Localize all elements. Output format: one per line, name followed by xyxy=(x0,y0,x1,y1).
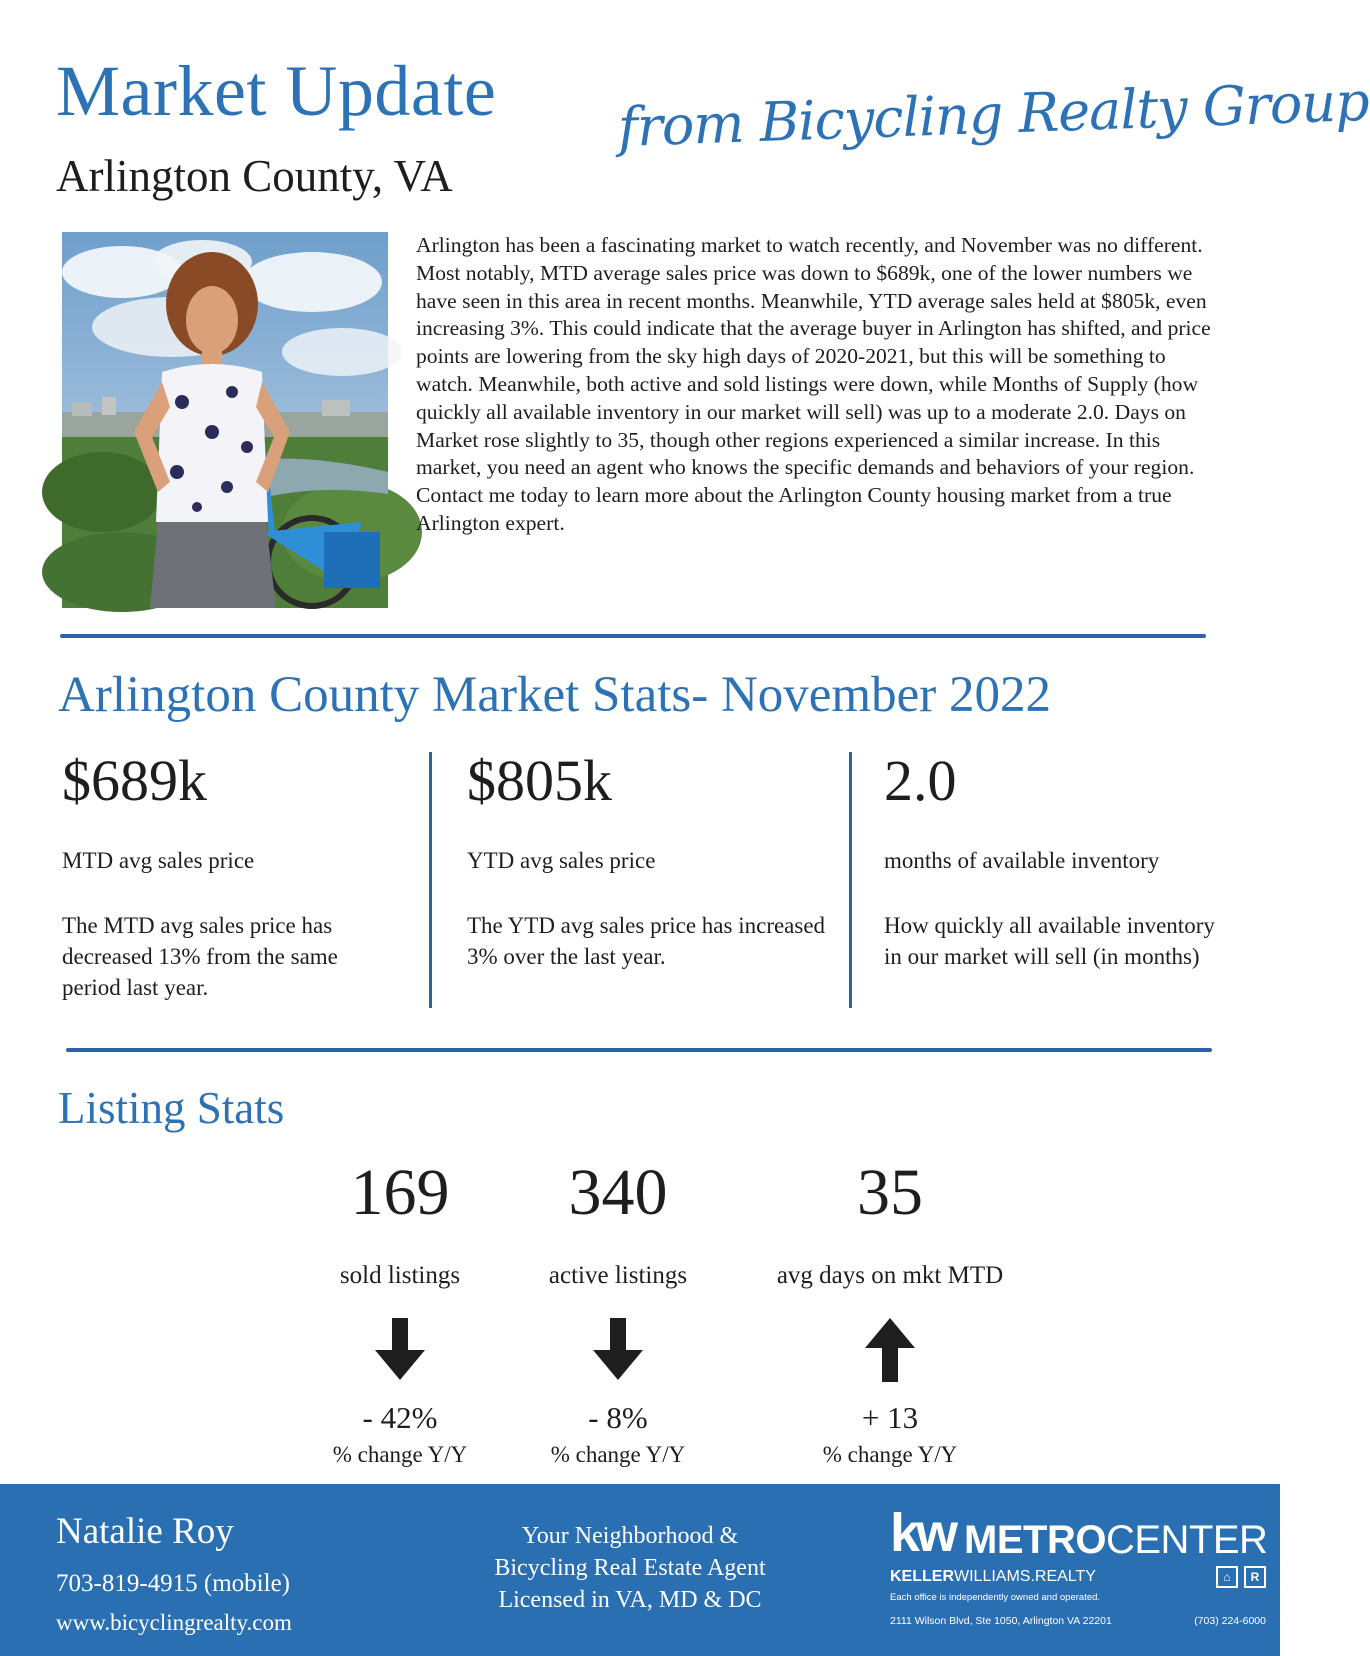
agent-tagline-line: Your Neighborhood & xyxy=(521,1523,739,1549)
brokerage-phone: (703) 224-6000 xyxy=(1194,1615,1266,1627)
brokerage-name: METROCENTER xyxy=(964,1518,1268,1562)
brokerage-logo xyxy=(890,1503,1268,1627)
listing-stat-change-label: % change Y/Y xyxy=(822,1442,958,1467)
section-divider xyxy=(66,1048,1212,1052)
stat-value: $805k xyxy=(467,748,612,813)
stat-description: How quickly all available inventory in our market will sell (in months) xyxy=(884,913,1215,969)
listing-stat-value: 340 xyxy=(568,1156,668,1229)
brokerage-subname: KELLERWILLIAMS.REALTY xyxy=(890,1568,1096,1585)
listing-stat-label: active listings xyxy=(548,1262,688,1289)
column-divider xyxy=(849,752,852,1008)
footer-banner xyxy=(0,1484,1280,1656)
listing-stat-change: - 42% xyxy=(362,1400,438,1435)
listing-stat-days-on-market xyxy=(740,1156,1040,1468)
page-subtitle: Arlington County, VA xyxy=(56,151,453,201)
stat-value: $689k xyxy=(62,748,207,813)
brand-tagline: from Bicycling Realty Group xyxy=(616,69,1370,159)
listing-stat-active xyxy=(498,1156,738,1468)
agent-tagline xyxy=(460,1520,800,1616)
listing-stats-heading: Listing Stats xyxy=(58,1083,285,1133)
equal-housing-icon: ⌂ xyxy=(1216,1566,1238,1588)
brokerage-address: 2111 Wilson Blvd, Ste 1050, Arlington VA 22201 xyxy=(890,1615,1112,1627)
intro-paragraph: Arlington has been a fascinating market to watch recently, and November was no different. Most notably, MTD average sales price was down to $689k, one of the lower numbers we have seen in this area in recent months. Meanwhile, YTD average sales held at $805k, even increasing 3%. This could indicate that the average buyer in Arlington has shifted, and price points are lowering from the sky high days of 2020-2021, but this will be something to watch. Meanwhile, both active and sold listings were down, while Months of Supply (how quickly all available inventory in our market will sell) was up to a moderate 2.0. Days on Market rose slightly to 35, though other regions experienced a similar increase. In this market, you need an agent who knows the specific demands and behaviors of your region. Contact me today to learn more about the Arlington County housing market from a true Arlington expert. xyxy=(416,233,1211,535)
listing-stat-label: avg days on mkt MTD xyxy=(776,1262,1004,1289)
listing-stat-value: 169 xyxy=(350,1156,450,1229)
listing-stat-change: - 8% xyxy=(588,1400,648,1435)
stat-value: 2.0 xyxy=(884,748,957,813)
agent-photo xyxy=(62,232,388,608)
agent-tagline-line: Bicycling Real Estate Agent xyxy=(494,1555,766,1581)
market-stats-heading: Arlington County Market Stats- November 2022 xyxy=(58,667,1051,723)
listing-stat-change: + 13 xyxy=(861,1400,919,1435)
agent-phone-link[interactable]: 703-819-4915 (mobile) xyxy=(56,1570,290,1597)
listing-stat-label: sold listings xyxy=(339,1262,461,1289)
arrow-down-icon xyxy=(591,1318,645,1382)
page-title: Market Update xyxy=(56,51,497,131)
listing-stat-sold xyxy=(280,1156,520,1468)
realtor-icon: R xyxy=(1244,1566,1266,1588)
agent-website-link[interactable]: www.bicyclingrealty.com xyxy=(56,1610,292,1635)
arrow-down-icon xyxy=(373,1318,427,1382)
listing-stat-change-label: % change Y/Y xyxy=(550,1442,686,1467)
stat-description: The MTD avg sales price has decreased 13% from the same period last year. xyxy=(62,913,338,1000)
listing-stat-value: 35 xyxy=(857,1156,923,1229)
arrow-up-icon xyxy=(863,1318,917,1382)
column-divider xyxy=(429,752,432,1008)
brokerage-note: Each office is independently owned and operated. xyxy=(890,1592,1101,1603)
stat-label: MTD avg sales price xyxy=(62,848,255,873)
section-divider xyxy=(60,634,1206,638)
listing-stat-change-label: % change Y/Y xyxy=(332,1442,468,1467)
stat-label: YTD avg sales price xyxy=(467,848,656,873)
agent-tagline-line: Licensed in VA, MD & DC xyxy=(498,1587,762,1613)
stat-ytd-avg-price xyxy=(467,748,827,972)
stat-mtd-avg-price xyxy=(62,748,402,1003)
agent-name: Natalie Roy xyxy=(56,1511,234,1552)
stat-description: The YTD avg sales price has increased 3% over the last year. xyxy=(467,913,826,969)
stat-months-inventory xyxy=(884,748,1224,972)
kw-logo-text: kw xyxy=(890,1503,955,1563)
stat-label: months of available inventory xyxy=(884,848,1160,873)
